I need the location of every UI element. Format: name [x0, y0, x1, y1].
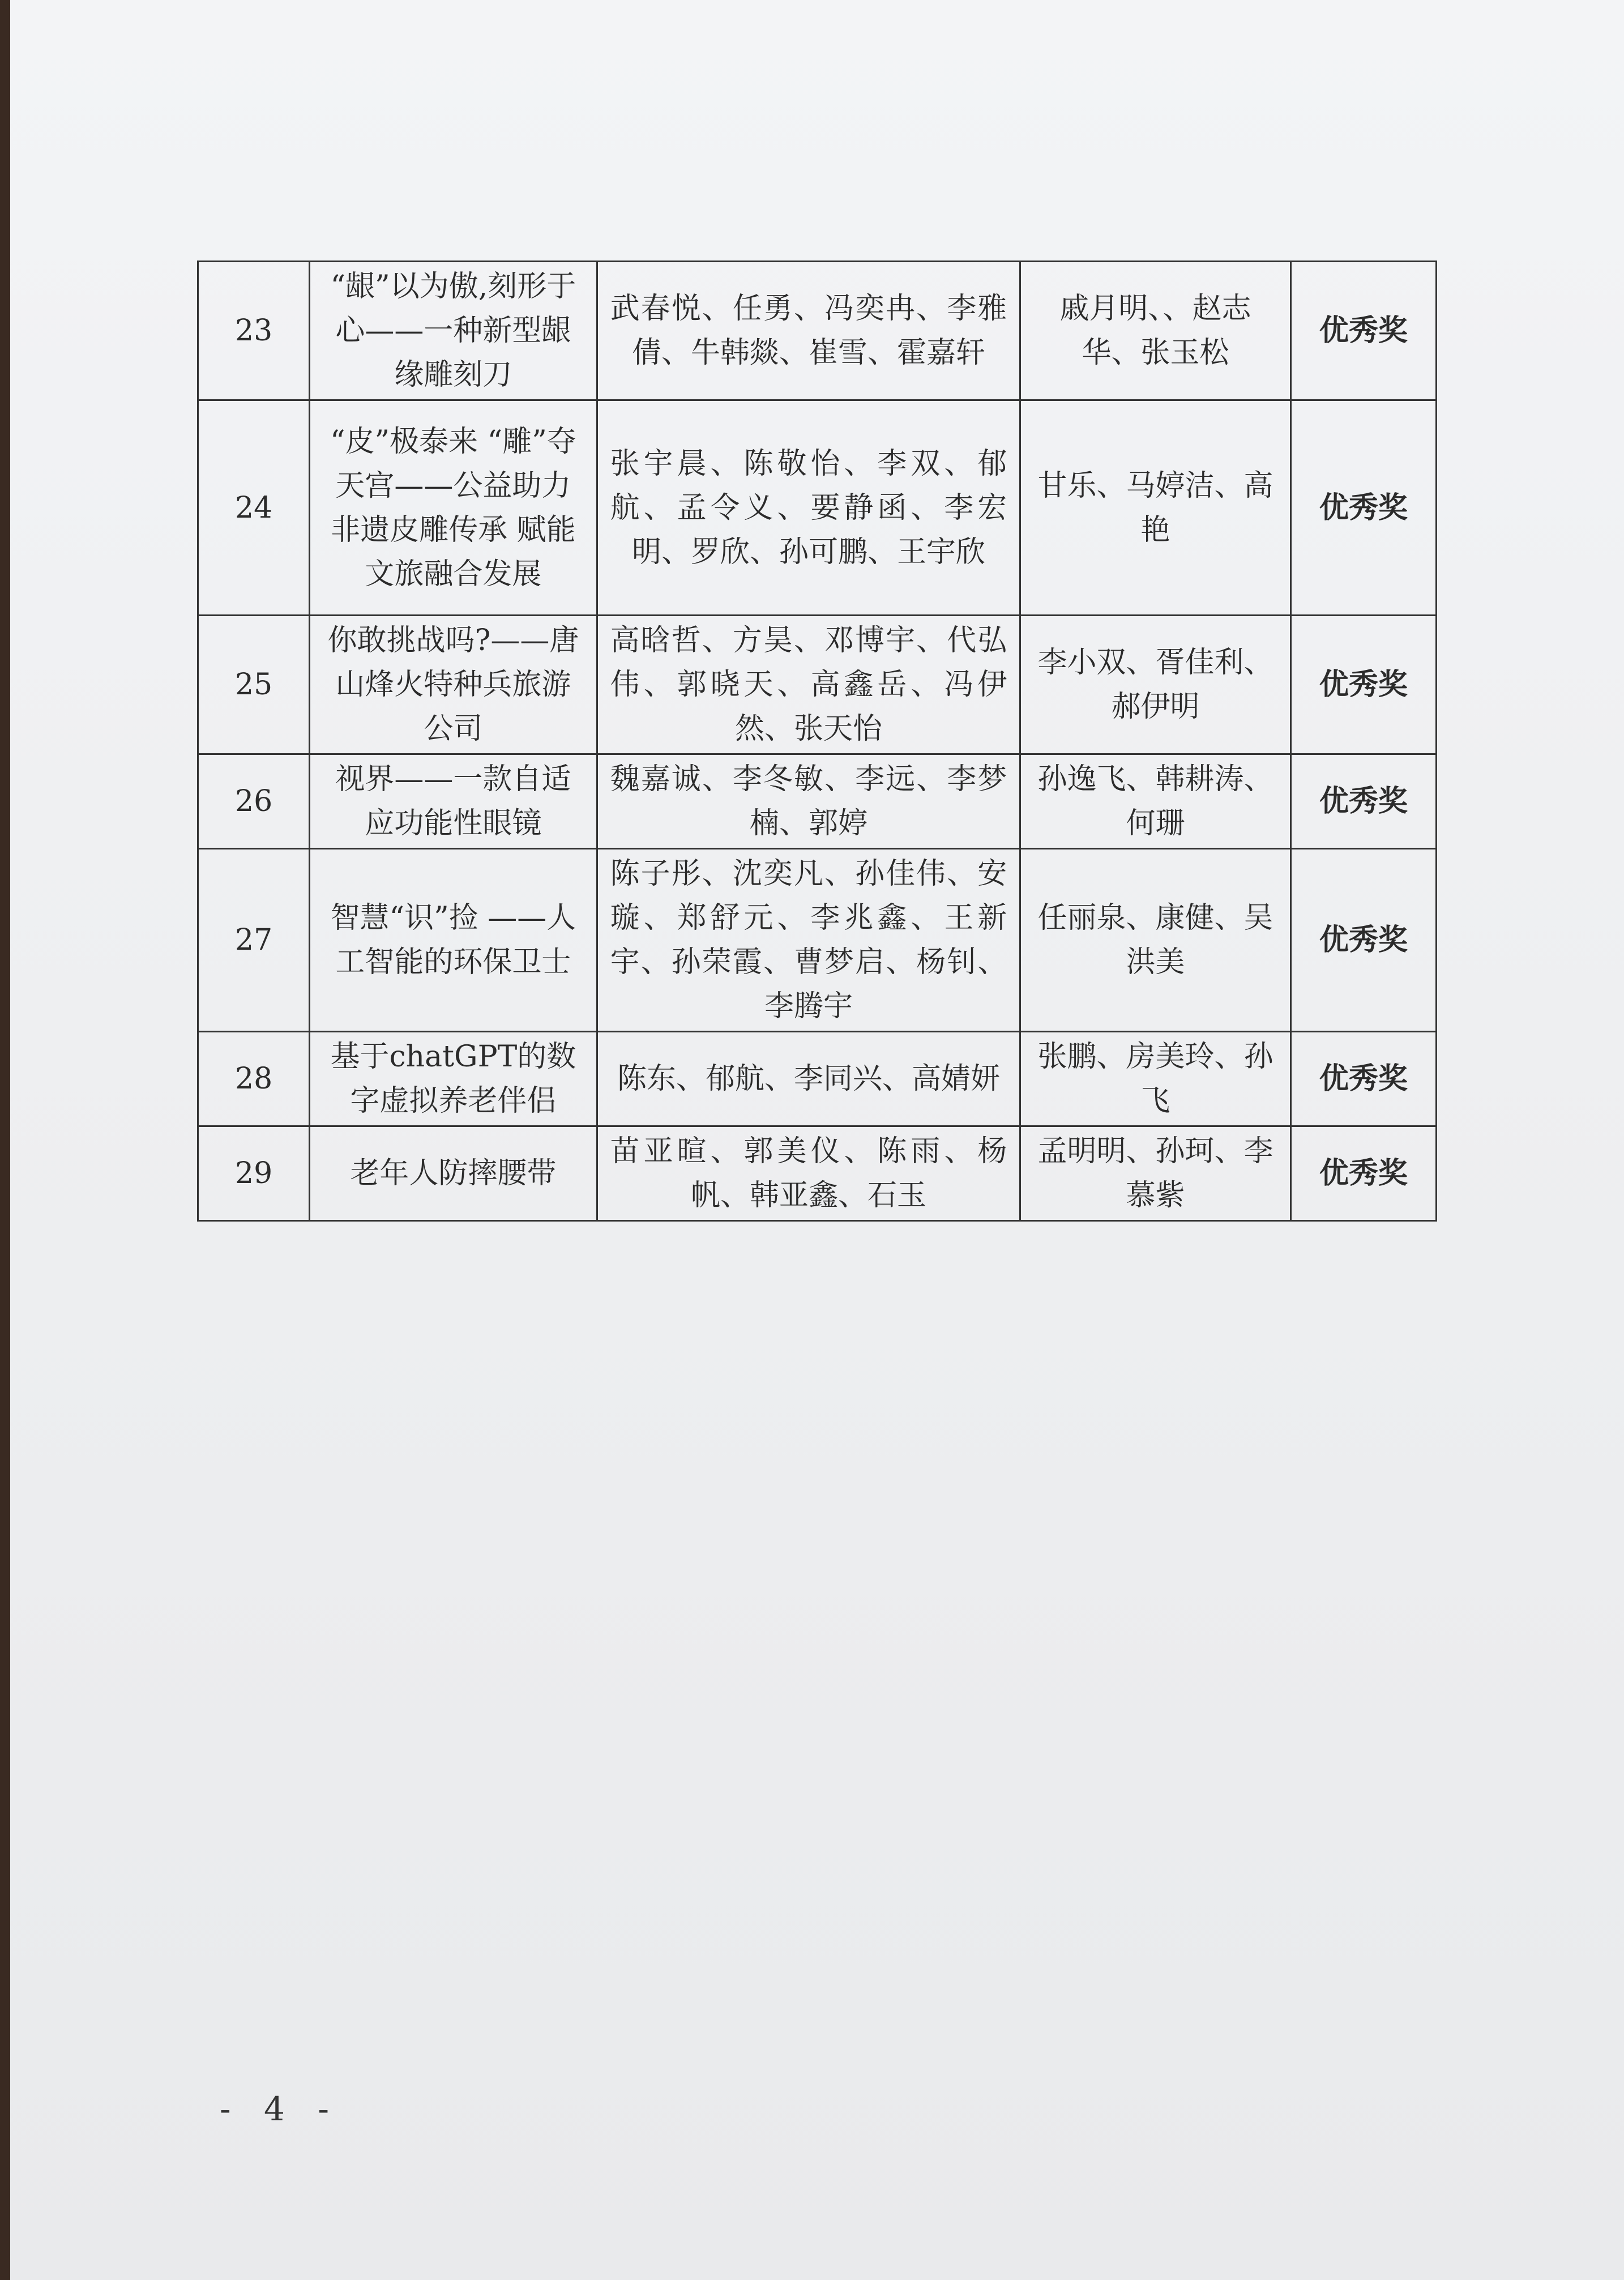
team-members: 苗亚暄、郭美仪、陈雨、杨帆、韩亚鑫、石玉: [597, 1126, 1020, 1221]
award-table: [197, 261, 1437, 1222]
advisors: 孙逸飞、韩耕涛、何珊: [1020, 754, 1290, 849]
team-members: 武春悦、任勇、冯奕冉、李雅倩、牛韩燚、崔雪、霍嘉轩: [597, 262, 1020, 400]
advisors: 戚月明、、赵志华、张玉松: [1020, 262, 1290, 400]
advisors: 孟明明、孙珂、李慕紫: [1020, 1126, 1290, 1221]
team-members: 张宇晨、陈敬怡、李双、郁航、孟令义、要静函、李宏明、罗欣、孙可鹏、王宇欣: [597, 400, 1020, 616]
row-number: 29: [198, 1126, 310, 1221]
project-title: 你敢挑战吗?——唐山烽火特种兵旅游公司: [310, 616, 597, 754]
advisors: 张鹏、房美玲、孙飞: [1020, 1032, 1290, 1126]
project-title: 老年人防摔腰带: [310, 1126, 597, 1221]
team-members: 魏嘉诚、李冬敏、李远、李梦楠、郭婷: [597, 754, 1020, 849]
award-level: 优秀奖: [1290, 1126, 1436, 1221]
award-level: 优秀奖: [1290, 616, 1436, 754]
advisors: 任丽泉、康健、吴洪美: [1020, 849, 1290, 1032]
row-number: 23: [198, 262, 310, 400]
advisors: 甘乐、马婷洁、高艳: [1020, 400, 1290, 616]
team-members: 高晗哲、方昊、邓博宇、代弘伟、郭晓天、高鑫岳、冯伊然、张天怡: [597, 616, 1020, 754]
award-level: 优秀奖: [1290, 849, 1436, 1032]
row-number: 26: [198, 754, 310, 849]
award-level: 优秀奖: [1290, 262, 1436, 400]
team-members: 陈东、郁航、李同兴、高婧妍: [597, 1032, 1020, 1126]
table-row: [198, 262, 1437, 400]
team-members: 陈子彤、沈奕凡、孙佳伟、安璇、郑舒元、李兆鑫、王新宇、孙荣霞、曹梦启、杨钊、李腾宇: [597, 849, 1020, 1032]
table-row: [198, 1032, 1437, 1126]
row-number: 28: [198, 1032, 310, 1126]
award-level: 优秀奖: [1290, 400, 1436, 616]
project-title: 基于chatGPT的数字虚拟养老伴侣: [310, 1032, 597, 1126]
award-level: 优秀奖: [1290, 754, 1436, 849]
table-row: [198, 849, 1437, 1032]
table-row: [198, 616, 1437, 754]
advisors: 李小双、胥佳利、郝伊明: [1020, 616, 1290, 754]
award-level: 优秀奖: [1290, 1032, 1436, 1126]
document-page: [10, 0, 1624, 2280]
page-number: - 4 -: [220, 2090, 340, 2128]
table-row: [198, 1126, 1437, 1221]
row-number: 24: [198, 400, 310, 616]
row-number: 27: [198, 849, 310, 1032]
project-title: “龈”以为傲,刻形于心——一种新型龈缘雕刻刀: [310, 262, 597, 400]
project-title: 智慧“识”捡 ——人工智能的环保卫士: [310, 849, 597, 1032]
project-title: “皮”极泰来 “雕”夺天宫——公益助力非遗皮雕传承 赋能文旅融合发展: [310, 400, 597, 616]
table-row: [198, 400, 1437, 616]
project-title: 视界——一款自适应功能性眼镜: [310, 754, 597, 849]
row-number: 25: [198, 616, 310, 754]
table-row: [198, 754, 1437, 849]
award-table-body: [198, 262, 1437, 1221]
